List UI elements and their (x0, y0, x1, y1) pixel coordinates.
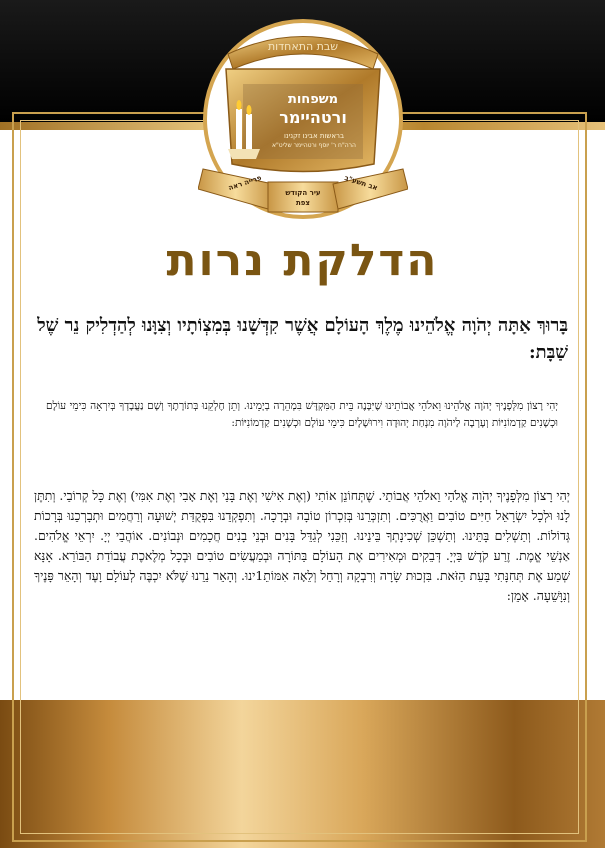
logo-family-name: ורטהיימר (279, 108, 347, 127)
ribbon-middle-label: עיר הקודש צפת (285, 189, 321, 207)
prayer-long-text: יְהִי רָצוֹן מִלְּפָנֶיךָ יְהֹוָה אֱלֹהַי וֵאלֹהֵי אֲבוֹתַי. שֶׁתְּחוֹנֵן אוֹתִי (וְאֶת אִישִׁי וְאֶת בָּנַי וְאֶת אָבִי וְאֶת אִמִּי) וְאֶת כָּל קְרוֹבַי. וְתִתֶּן לָנוּ וּלְכָל יִשְׂרָאֵל חַיִּים טוֹבִים וַאֲרֻכִּים. וְתִזְכְּרֵנוּ בְּזִכְרוֹן טוֹבָה וּבְרָכָה. וְתִפְקְדֵנוּ בִּפְקֻדַּת יְשׁוּעָה וְרַחֲמִים וּתְבָרְכֵנוּ בְּרָכוֹת גְּדוֹלוֹת. וְתַשְׁלִים בָּתֵּינוּ. וְתַשְׁכֵּן שְׁכִינָתְךָ בֵּינֵינוּ. וְזַכֵּנִי לְגַדֵּל בָּנִים וּבְנֵי בָנִים חֲכָמִים וּנְבוֹנִים. אוֹהֲבֵי יְיָ. יִרְאֵי אֱלֹהִים. אַנְשֵׁי אֱמֶת. זֶרַע קֹדֶשׁ בַּיְיָ. דְּבֵקִים וּמְאִירִים אֶת הָעוֹלָם בַּתּוֹרָה וּבְמַעֲשִׂים טוֹבִים וּבְכָל מְלֶאכֶת עֲבוֹדַת הַבּוֹרֵא. אָנָּא שְׁמַע אֶת תְּחִנָּתִי בָּעֵת הַזֹּאת. בִּזְכוּת שָׂרָה וְרִבְקָה וְרָחֵל וְלֵאָה אִמּוֹתֵ1ינוּ. וְהָאֵר נֵרֵנוּ שֶׁלֹּא יִכְבֶּה לְעוֹלָם וָעֶד וְהָאֵר פָּנֶיךָ וְנִוָּשֵׁעָה. אָמֵן: (34, 488, 571, 603)
logo-sub-line-2: הרה"ח ר' יוסף ורטהיימר שליט"א (272, 142, 356, 149)
logo-sub-line-1: בראשות אבינו זקנינו (283, 132, 345, 140)
ribbon-left-label: פרייה ראה (227, 173, 263, 193)
logo-top-label: שבת התאחדות (267, 40, 339, 53)
prayer-short-text: יְהִי רָצוֹן מִלְּפָנֶיךָ יְהֹוָה אֱלֹהֵינוּ וֵאלֹהֵי אֲבוֹתֵינוּ שֶׁיִּבָּנֶה בֵּית הַמִּקְדָּשׁ בִּמְהֵרָה בְיָמֵינוּ. וְתֵן חֶלְקֵנוּ בְּתוֹרָתֶךָ וְשָׁם נַעֲבָדְךָ בְּיִרְאָה כִּימֵי עוֹלָם וּכְשָׁנִים קַדְמוֹנִיּוֹת וְעָרְבָה לַיהֹוָה מִנְחַת יְהוּדָה וִירוּשָׁלָיִם כִּימֵי עוֹלָם וּכְשָׁנִים קַדְמוֹנִיּוֹת: (46, 400, 558, 429)
page-title: הדלקת נרות (166, 235, 439, 286)
ribbon-right-label: אב תשע"ב (343, 173, 379, 193)
logo-family-line: משפחות (287, 92, 339, 107)
blessing-text: בָּרוּךְ אַתָּה יְהֹוָה אֱלֹהֵינוּ מֶלֶךְ הָעוֹלָם אֲשֶׁר קִדְּשָׁנוּ בְּמִצְוֹתָיו וְצִוָּנוּ לְהַדְלִיק נֵר שֶׁל שַׁבָּת: (37, 315, 568, 363)
family-logo (198, 14, 408, 234)
